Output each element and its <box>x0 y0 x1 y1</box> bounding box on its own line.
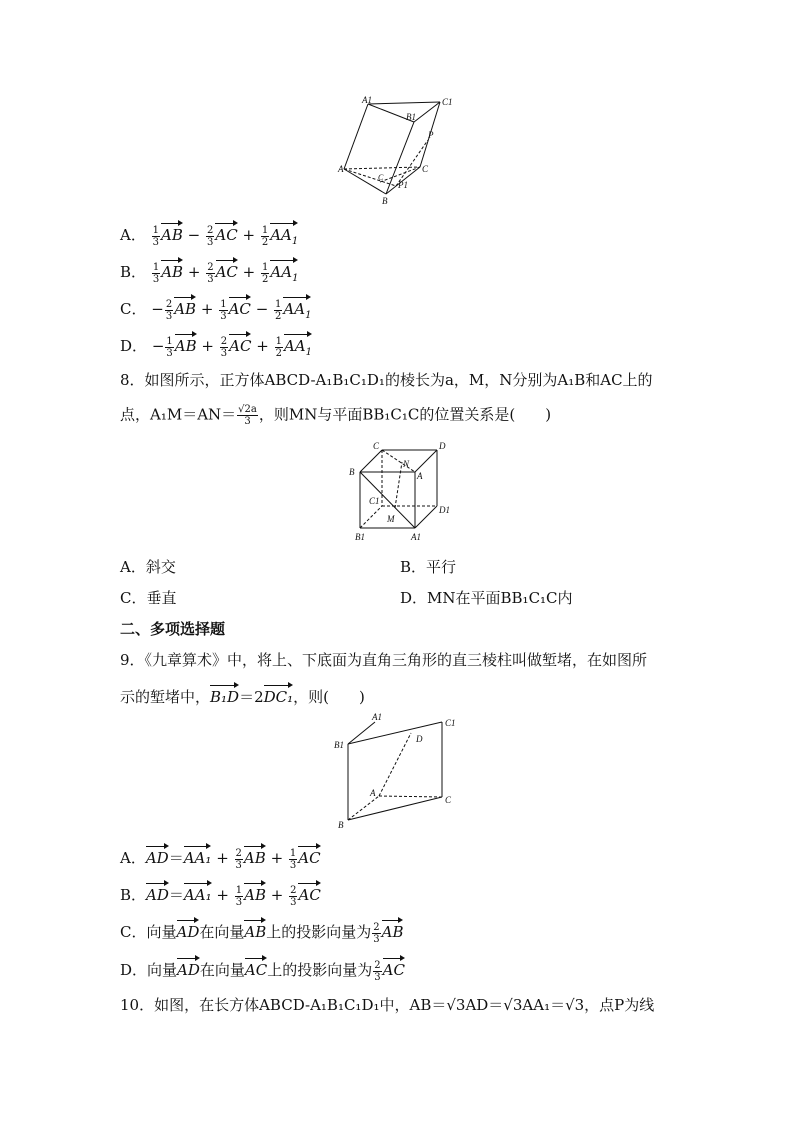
figure-qiandu <box>330 710 470 835</box>
q9-option-a: A．AD＝AA₁ + $\frac{2}{3}$ AB + $\frac{1}{3}$ AC <box>120 845 321 871</box>
label-d1: D1 <box>439 505 450 515</box>
q8-option-d: D．MN在平面BB₁C₁C内 <box>400 589 573 607</box>
q8-option-b: B．平行 <box>400 558 457 576</box>
label-d: D <box>439 441 446 451</box>
q8-option-a: A．斜交 <box>120 558 176 576</box>
label-n: N <box>403 459 410 469</box>
label-b1: B1 <box>406 112 416 122</box>
q9-option-d: D．向量AD在向量AC上的投影向量为 $\frac{2}{3}$ AC <box>120 957 405 983</box>
q10-stem-line1: 10．如图，在长方体ABCD-A₁B₁C₁D₁中，AB＝√3AD＝√3AA₁＝√3，点P为线 <box>120 996 655 1014</box>
label-c: C <box>373 441 380 451</box>
figure-cube <box>345 438 455 548</box>
label-a: A <box>370 788 376 798</box>
label-c1: C1 <box>442 97 453 107</box>
label-b: B <box>382 196 388 206</box>
label-c1: C1 <box>369 496 380 506</box>
q7-option-c: C． − $\frac{2}{3}$ AB + $\frac{1}{3}$ AC − $\frac{1}{2}$ $AA_1$ <box>120 296 311 326</box>
label-b1: B1 <box>355 532 365 542</box>
label-b: B <box>349 467 355 477</box>
q9-option-b: B．AD＝AA₁ + $\frac{1}{3}$ AB + $\frac{2}{3}$ AC <box>120 882 321 908</box>
label-a1: A1 <box>362 95 372 105</box>
figure-prism <box>330 92 470 207</box>
label-c1: C1 <box>445 718 456 728</box>
q8-stem-line1: 8．如图所示，正方体ABCD-A₁B₁C₁D₁的棱长为a，M，N分别为A₁B和AC上的 <box>120 371 653 389</box>
label-a1: A1 <box>411 532 421 542</box>
q8-option-c: C．垂直 <box>120 589 177 607</box>
q7-option-b: B． $\frac{1}{3}$ AB + $\frac{2}{3}$ AC + $\frac{1}{2}$ $AA_1$ <box>120 259 298 289</box>
q8-stem-line2: 点，A₁M＝AN＝ $\frac{√2a}{3}$ ，则MN与平面BB₁C₁C的位置关系是( ) <box>120 404 552 427</box>
q9-stem-line1: 9．《九章算术》中，将上、下底面为直角三角形的直三棱柱叫做堑堵，在如图所 <box>120 651 648 669</box>
label-c: C <box>422 164 429 174</box>
label-a: A <box>417 471 423 481</box>
label-b1: B1 <box>334 740 344 750</box>
label-b: B <box>338 820 344 830</box>
section-heading: 二、多项选择题 <box>120 620 226 638</box>
label-m: M <box>387 514 395 524</box>
q9-stem-line2: 示的堑堵中，B₁D＝2DC₁，则( ) <box>120 684 365 707</box>
label-p1: P1 <box>398 180 408 190</box>
label-a: A <box>338 164 344 174</box>
label-a1: A1 <box>372 712 382 722</box>
q9-option-c: C．向量AD在向量AB上的投影向量为 $\frac{2}{3}$ AB <box>120 919 403 945</box>
q7-option-a: A． $\frac{1}{3}$ AB − $\frac{2}{3}$ AC + $\frac{1}{2}$ $AA_1$ <box>120 222 298 252</box>
label-c-inner: C <box>378 173 384 182</box>
label-c: C <box>445 795 452 805</box>
label-p: P <box>428 130 434 140</box>
q7-option-d: D． − $\frac{1}{3}$ AB + $\frac{2}{3}$ AC + $\frac{1}{2}$ $AA_1$ <box>120 333 312 363</box>
label-d: D <box>416 734 423 744</box>
